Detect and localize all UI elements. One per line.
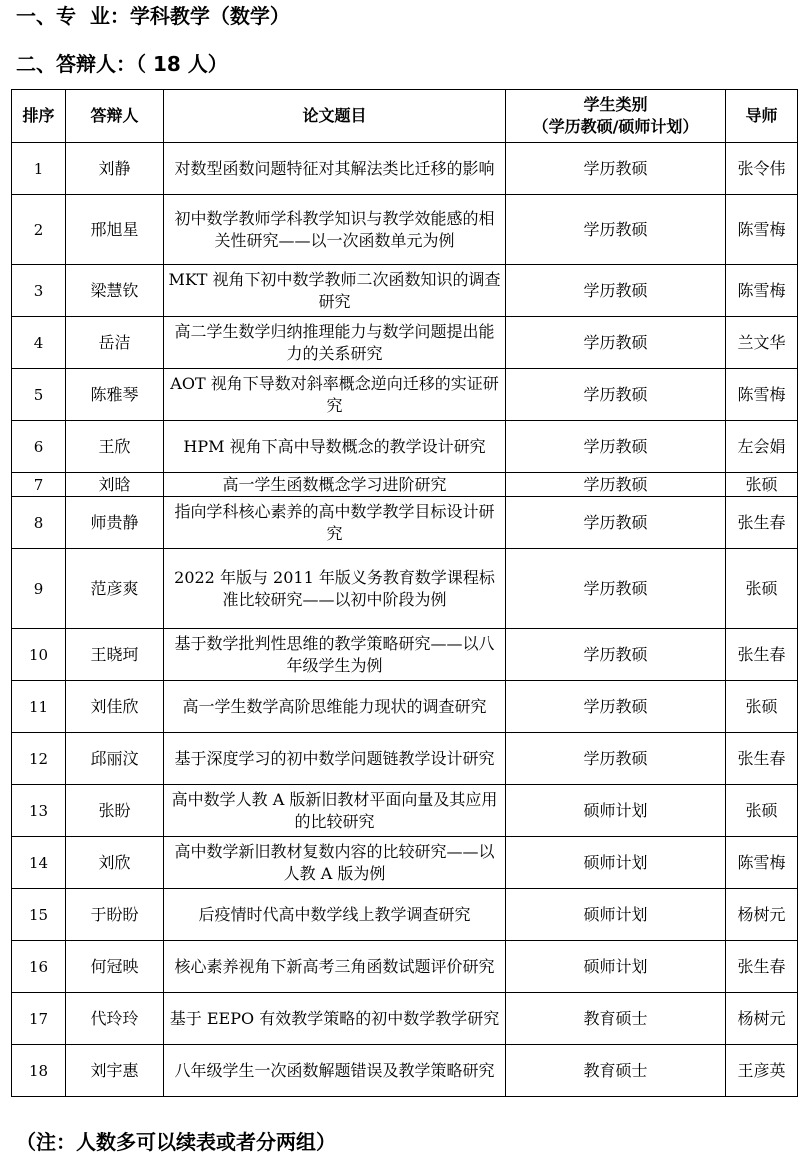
cell-title: 高一学生函数概念学习进阶研究 xyxy=(164,473,506,497)
header-name: 答辩人 xyxy=(66,90,164,143)
cell-index: 16 xyxy=(12,941,66,993)
cell-index: 9 xyxy=(12,549,66,629)
cell-index: 10 xyxy=(12,629,66,681)
table-row xyxy=(12,195,798,265)
cell-title: 八年级学生一次函数解题错误及教学策略研究 xyxy=(164,1045,506,1097)
cell-name: 范彦爽 xyxy=(66,549,164,629)
cell-student-type: 学历教硕 xyxy=(506,195,726,265)
cell-advisor: 张生春 xyxy=(726,629,798,681)
cell-name: 陈雅琴 xyxy=(66,369,164,421)
table-row xyxy=(12,497,798,549)
cell-advisor: 王彦英 xyxy=(726,1045,798,1097)
cell-title: HPM 视角下高中导数概念的教学设计研究 xyxy=(164,421,506,473)
header-title: 论文题目 xyxy=(164,90,506,143)
footnote: （注：人数多可以续表或者分两组） xyxy=(16,1130,336,1154)
cell-index: 7 xyxy=(12,473,66,497)
cell-student-type: 学历教硕 xyxy=(506,265,726,317)
cell-name: 刘宇惠 xyxy=(66,1045,164,1097)
cell-student-type: 学历教硕 xyxy=(506,549,726,629)
cell-title: 指向学科核心素养的高中数学教学目标设计研究 xyxy=(164,497,506,549)
table-row xyxy=(12,265,798,317)
cell-index: 3 xyxy=(12,265,66,317)
cell-student-type: 硕师计划 xyxy=(506,785,726,837)
cell-index: 5 xyxy=(12,369,66,421)
header-type-line2: （学历教硕/硕师计划） xyxy=(532,117,699,136)
cell-index: 12 xyxy=(12,733,66,785)
cell-name: 于盼盼 xyxy=(66,889,164,941)
cell-index: 17 xyxy=(12,993,66,1045)
cell-index: 14 xyxy=(12,837,66,889)
cell-name: 岳洁 xyxy=(66,317,164,369)
cell-name: 刘欣 xyxy=(66,837,164,889)
cell-advisor: 张硕 xyxy=(726,785,798,837)
cell-name: 王欣 xyxy=(66,421,164,473)
section-heading-defenders: 二、答辩人：（ 18 人） xyxy=(16,52,228,76)
cell-student-type: 硕师计划 xyxy=(506,941,726,993)
cell-name: 梁慧钦 xyxy=(66,265,164,317)
cell-index: 13 xyxy=(12,785,66,837)
cell-name: 刘静 xyxy=(66,143,164,195)
table-row xyxy=(12,1045,798,1097)
cell-title: 后疫情时代高中数学线上教学调查研究 xyxy=(164,889,506,941)
cell-advisor: 张硕 xyxy=(726,549,798,629)
cell-advisor: 杨树元 xyxy=(726,993,798,1045)
cell-student-type: 学历教硕 xyxy=(506,421,726,473)
cell-advisor: 张硕 xyxy=(726,681,798,733)
table-row xyxy=(12,941,798,993)
cell-advisor: 陈雪梅 xyxy=(726,369,798,421)
table-row xyxy=(12,421,798,473)
cell-index: 18 xyxy=(12,1045,66,1097)
cell-title: 核心素养视角下新高考三角函数试题评价研究 xyxy=(164,941,506,993)
header-advisor: 导师 xyxy=(726,90,798,143)
table-row xyxy=(12,473,798,497)
header-student-type xyxy=(506,90,726,143)
cell-name: 张盼 xyxy=(66,785,164,837)
cell-index: 11 xyxy=(12,681,66,733)
table-row xyxy=(12,733,798,785)
table-row xyxy=(12,549,798,629)
table-row xyxy=(12,993,798,1045)
defense-table xyxy=(11,89,798,1097)
cell-advisor: 张生春 xyxy=(726,497,798,549)
cell-title: 初中数学教师学科教学知识与教学效能感的相关性研究——以一次函数单元为例 xyxy=(164,195,506,265)
cell-title: 高一学生数学高阶思维能力现状的调查研究 xyxy=(164,681,506,733)
cell-advisor: 陈雪梅 xyxy=(726,837,798,889)
table-row xyxy=(12,143,798,195)
cell-index: 2 xyxy=(12,195,66,265)
cell-advisor: 杨树元 xyxy=(726,889,798,941)
cell-index: 1 xyxy=(12,143,66,195)
cell-student-type: 学历教硕 xyxy=(506,369,726,421)
cell-title: 2022 年版与 2011 年版义务教育数学课程标准比较研究——以初中阶段为例 xyxy=(164,549,506,629)
cell-student-type: 学历教硕 xyxy=(506,629,726,681)
cell-index: 6 xyxy=(12,421,66,473)
cell-title: 对数型函数问题特征对其解法类比迁移的影响 xyxy=(164,143,506,195)
cell-index: 15 xyxy=(12,889,66,941)
cell-student-type: 学历教硕 xyxy=(506,733,726,785)
cell-advisor: 张硕 xyxy=(726,473,798,497)
cell-name: 邱丽汶 xyxy=(66,733,164,785)
cell-title: MKT 视角下初中数学教师二次函数知识的调查研究 xyxy=(164,265,506,317)
table-row xyxy=(12,369,798,421)
cell-student-type: 硕师计划 xyxy=(506,889,726,941)
table-body xyxy=(12,143,798,1097)
cell-advisor: 兰文华 xyxy=(726,317,798,369)
cell-index: 8 xyxy=(12,497,66,549)
cell-advisor: 张生春 xyxy=(726,941,798,993)
header-type-line1: 学生类别 xyxy=(583,95,648,114)
cell-student-type: 教育硕士 xyxy=(506,1045,726,1097)
cell-student-type: 教育硕士 xyxy=(506,993,726,1045)
cell-title: 基于 EEPO 有效教学策略的初中数学教学研究 xyxy=(164,993,506,1045)
header-index: 排序 xyxy=(12,90,66,143)
cell-title: 基于数学批判性思维的教学策略研究——以八年级学生为例 xyxy=(164,629,506,681)
table-row xyxy=(12,681,798,733)
cell-name: 邢旭星 xyxy=(66,195,164,265)
cell-student-type: 硕师计划 xyxy=(506,837,726,889)
table-row xyxy=(12,889,798,941)
cell-student-type: 学历教硕 xyxy=(506,681,726,733)
cell-name: 王晓珂 xyxy=(66,629,164,681)
cell-advisor: 张生春 xyxy=(726,733,798,785)
cell-title: 高中数学新旧教材复数内容的比较研究——以人教 A 版为例 xyxy=(164,837,506,889)
cell-title: 高二学生数学归纳推理能力与数学问题提出能力的关系研究 xyxy=(164,317,506,369)
cell-name: 师贵静 xyxy=(66,497,164,549)
cell-student-type: 学历教硕 xyxy=(506,143,726,195)
cell-name: 刘佳欣 xyxy=(66,681,164,733)
cell-name: 刘晗 xyxy=(66,473,164,497)
table-header-row xyxy=(12,90,798,143)
cell-title: 高中数学人教 A 版新旧教材平面向量及其应用的比较研究 xyxy=(164,785,506,837)
table-row xyxy=(12,629,798,681)
cell-advisor: 张令伟 xyxy=(726,143,798,195)
cell-advisor: 陈雪梅 xyxy=(726,195,798,265)
cell-student-type: 学历教硕 xyxy=(506,317,726,369)
cell-name: 何冠映 xyxy=(66,941,164,993)
cell-name: 代玲玲 xyxy=(66,993,164,1045)
table-row xyxy=(12,837,798,889)
table-row xyxy=(12,317,798,369)
cell-student-type: 学历教硕 xyxy=(506,497,726,549)
cell-advisor: 陈雪梅 xyxy=(726,265,798,317)
section-heading-major: 一、专 业：学科教学（数学） xyxy=(16,4,290,28)
cell-student-type: 学历教硕 xyxy=(506,473,726,497)
cell-index: 4 xyxy=(12,317,66,369)
cell-title: 基于深度学习的初中数学问题链教学设计研究 xyxy=(164,733,506,785)
table-row xyxy=(12,785,798,837)
cell-advisor: 左会娟 xyxy=(726,421,798,473)
cell-title: AOT 视角下导数对斜率概念逆向迁移的实证研究 xyxy=(164,369,506,421)
